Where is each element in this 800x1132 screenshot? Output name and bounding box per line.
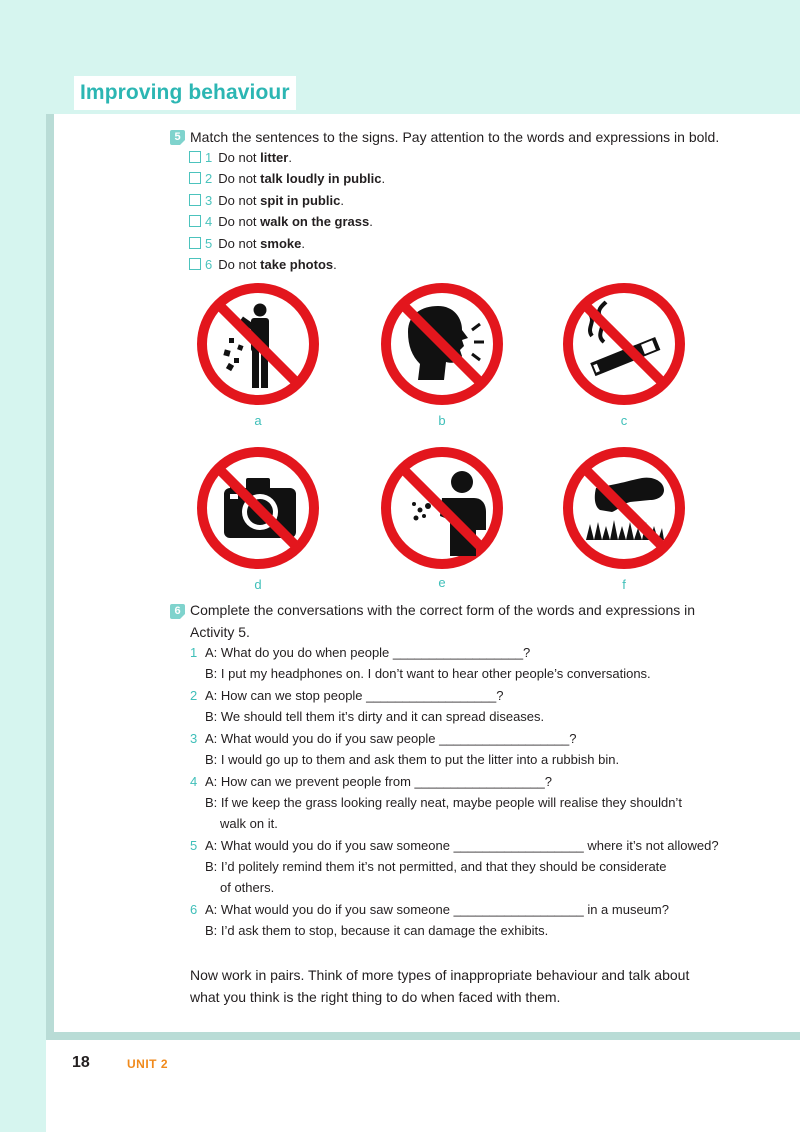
activity-6-instruction-line-1: Complete the conversations with the correct form of the words and expressions in — [190, 602, 696, 618]
sign-e-no-spitting — [378, 444, 506, 572]
section-title-box — [74, 76, 296, 110]
conversation-4-b-continued: walk on it. — [220, 816, 278, 831]
checkbox-5[interactable] — [189, 237, 201, 249]
activity-6-icon — [170, 604, 185, 619]
sign-b-label: b — [438, 413, 446, 428]
checkbox-2[interactable] — [189, 172, 201, 184]
section-title: Improving behaviour — [80, 81, 290, 104]
activity-6-number: 6 — [174, 605, 181, 617]
activity-5-number: 5 — [174, 131, 181, 143]
statement-4: 4 Do not walk on the grass. — [189, 213, 373, 231]
statement-5: 5 Do not smoke. — [189, 235, 305, 253]
conversation-4-a: A: How can we prevent people from __________________? — [205, 774, 552, 789]
conversation-6-a: A: What would you do if you saw someone __________________ in a museum? — [205, 902, 669, 917]
conversation-3-number: 3 — [190, 731, 198, 746]
conversation-4-number: 4 — [190, 774, 198, 789]
sign-a-no-littering — [194, 280, 322, 408]
sign-a-label: a — [254, 413, 262, 428]
card-shadow-bottom — [46, 1032, 800, 1040]
checkbox-4[interactable] — [189, 215, 201, 227]
conversation-5-b: B: I’d politely remind them it’s not permitted, and that they should be considerate — [205, 859, 667, 874]
conversation-1-number: 1 — [190, 645, 198, 660]
sign-c-label: c — [620, 413, 628, 428]
sign-b-no-loud-talking — [378, 280, 506, 408]
conversation-5-number: 5 — [190, 838, 198, 853]
conversation-3-a: A: What would you do if you saw people __________________? — [205, 731, 577, 746]
conversation-5-a: A: What would you do if you saw someone __________________ where it’s not allowed? — [205, 838, 719, 853]
conversation-6-b: B: I’d ask them to stop, because it can damage the exhibits. — [205, 923, 549, 938]
statement-1: 1 Do not litter. — [189, 149, 292, 167]
pairwork-line-2: what you think is the right thing to do when faced with them. — [190, 989, 561, 1005]
sign-d-label: d — [254, 577, 262, 592]
conversation-6-number: 6 — [190, 902, 198, 917]
checkbox-6[interactable] — [189, 258, 201, 270]
activity-6-instruction-line-2: Activity 5. — [190, 624, 250, 640]
activity-5-icon — [170, 130, 185, 145]
conversation-1-a: A: What do you do when people __________________? — [205, 645, 531, 660]
conversation-2-number: 2 — [190, 688, 198, 703]
unit-label: UNIT 2 — [127, 1057, 169, 1071]
statement-3: 3 Do not spit in public. — [189, 192, 344, 210]
content-card — [54, 114, 800, 1032]
sign-d-no-photos — [194, 444, 322, 572]
sign-e-label: e — [438, 575, 446, 590]
card-shadow-left — [46, 114, 54, 1040]
pairwork-line-1: Now work in pairs. Think of more types of inappropriate behaviour and talk about — [190, 967, 690, 983]
sign-f-label: f — [622, 577, 626, 592]
sign-f-no-walking-on-grass — [560, 444, 688, 572]
conversation-3-b: B: I would go up to them and ask them to put the litter into a rubbish bin. — [205, 752, 620, 767]
activity-5-instruction: Match the sentences to the signs. Pay attention to the words and expressions in bold. — [190, 129, 720, 145]
conversation-2-a: A: How can we stop people __________________? — [205, 688, 504, 703]
statement-2: 2 Do not talk loudly in public. — [189, 170, 385, 188]
conversation-1-b: B: I put my headphones on. I don’t want to hear other people’s conversations. — [205, 666, 651, 681]
page-number: 18 — [72, 1054, 90, 1071]
checkbox-1[interactable] — [189, 151, 201, 163]
conversation-5-b-continued: of others. — [220, 880, 275, 895]
checkbox-3[interactable] — [189, 194, 201, 206]
left-margin-band — [0, 0, 46, 1132]
sign-c-no-smoking — [560, 280, 688, 408]
statement-6: 6 Do not take photos. — [189, 256, 337, 274]
conversation-4-b: B: If we keep the grass looking really neat, maybe people will realise they shouldn’t — [205, 795, 682, 810]
conversation-2-b: B: We should tell them it’s dirty and it can spread diseases. — [205, 709, 545, 724]
